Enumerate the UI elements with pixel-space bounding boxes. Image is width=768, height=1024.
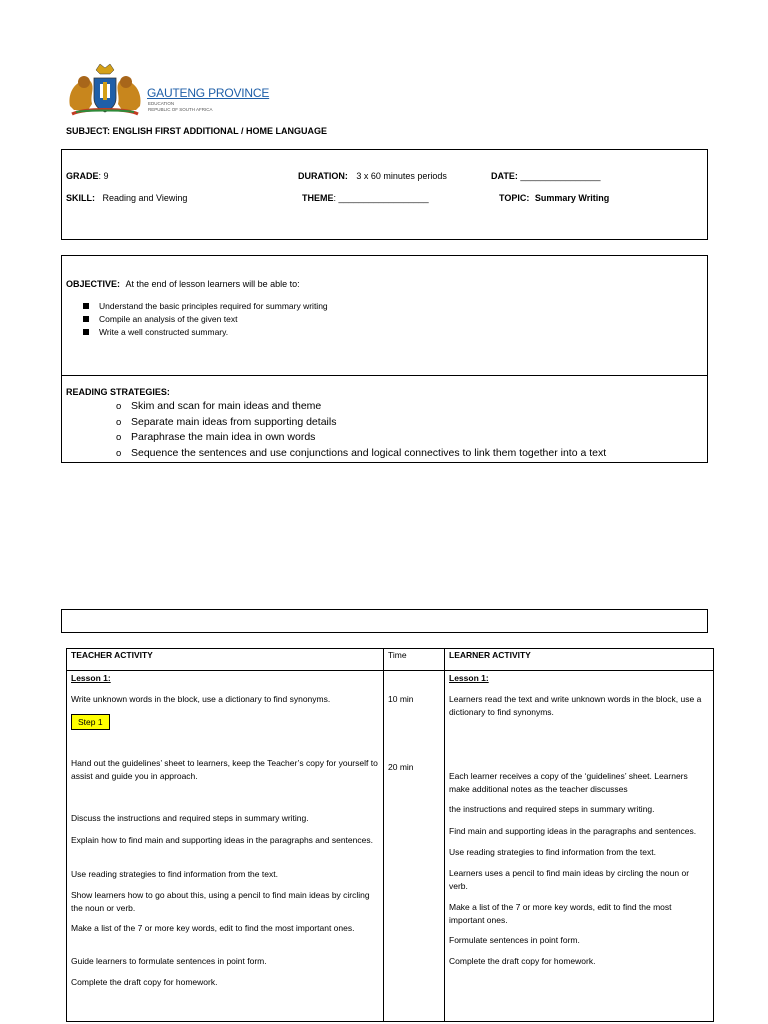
time-value: 10 min — [388, 694, 414, 704]
learner-step: Find main and supporting ideas in the paragraphs and sentences. — [449, 826, 697, 836]
objective-line — [66, 279, 300, 289]
theme-field — [302, 193, 429, 203]
lesson-label: Lesson 1: — [449, 673, 489, 683]
grade-label: GRADE — [66, 171, 99, 181]
strategy-item: o Skim and scan for main ideas and theme — [116, 399, 606, 415]
date-value: ________________ — [520, 171, 601, 181]
strategy-item: o Separate main ideas from supporting details — [116, 415, 606, 431]
theme-value: : __________________ — [333, 193, 429, 203]
objective-intro: At the end of lesson learners will be able to: — [125, 279, 300, 289]
topic-field — [499, 193, 609, 203]
teacher-activity-cell — [67, 671, 384, 1022]
subject-heading: SUBJECT: ENGLISH FIRST ADDITIONAL / HOME LANGUAGE — [66, 126, 328, 136]
org-sub-country: REPUBLIC OF SOUTH AFRICA — [148, 107, 213, 112]
lion-left-icon — [69, 76, 92, 110]
lesson-label: Lesson 1: — [71, 673, 111, 683]
skill-label: SKILL: — [66, 193, 95, 203]
theme-label: THEME — [302, 193, 334, 203]
objective-item: Understand the basic principles required for summary writing — [83, 300, 328, 313]
time-cell — [384, 671, 445, 1022]
strategy-item: o Sequence the sentences and use conjunctions and logical connectives to link them together into a text — [116, 446, 606, 462]
teacher-activity-header: TEACHER ACTIVITY — [67, 649, 384, 671]
step-1-highlight: Step 1 — [71, 714, 110, 730]
duration-value: 3 x 60 minutes periods — [356, 171, 447, 181]
learner-step: Make a list of the 7 or more key words, edit to find the most important ones. — [449, 902, 672, 925]
table-row — [67, 671, 714, 1022]
duration-field — [298, 171, 447, 181]
teacher-step: Write unknown words in the block, use a dictionary to find synonyms. — [71, 694, 331, 704]
date-field — [491, 171, 600, 181]
lesson-info-box — [61, 149, 708, 240]
teacher-step: Use reading strategies to find information from the text. — [71, 869, 278, 879]
grade-field — [66, 171, 109, 181]
lion-right-icon — [117, 76, 140, 110]
teacher-step: Make a list of the 7 or more key words, edit to find the most important ones. — [71, 923, 355, 933]
teacher-step: Show learners how to go about this, using a pencil to find main ideas by circling the noun or verb. — [71, 890, 370, 913]
section-divider — [62, 375, 707, 376]
teacher-step: Hand out the guidelines’ sheet to learners, keep the Teacher’s copy for yourself to assist and guide you in approach. — [71, 758, 378, 781]
org-name: GAUTENG PROVINCE — [147, 86, 270, 100]
teacher-step: Discuss the instructions and required steps in summary writing. — [71, 813, 309, 823]
reading-strategies-label: READING STRATEGIES: — [66, 387, 170, 397]
table-header-row — [67, 649, 714, 671]
skill-field — [66, 193, 187, 203]
time-value: 20 min — [388, 762, 414, 772]
objective-list — [83, 300, 328, 339]
grade-value: : 9 — [98, 171, 109, 181]
learner-step: the instructions and required steps in summary writing. — [449, 804, 655, 814]
learner-step: Each learner receives a copy of the ‘guidelines’ sheet. Learners make additional notes as the teacher discusses — [449, 771, 688, 794]
learner-step: Use reading strategies to find information from the text. — [449, 847, 656, 857]
topic-label: TOPIC: — [499, 193, 530, 203]
learner-activity-header: LEARNER ACTIVITY — [445, 649, 714, 671]
reading-strategies-list — [116, 399, 606, 461]
org-sub-education: EDUCATION — [148, 101, 175, 106]
skill-value: Reading and Viewing — [102, 193, 188, 203]
teacher-step: Complete the draft copy for homework. — [71, 977, 218, 987]
activity-table — [66, 648, 714, 1022]
objective-item: Write a well constructed summary. — [83, 326, 328, 339]
learner-step: Complete the draft copy for homework. — [449, 956, 596, 966]
topic-value: Summary Writing — [534, 193, 610, 203]
objectives-box — [61, 255, 708, 463]
teacher-step: Guide learners to formulate sentences in point form. — [71, 956, 267, 966]
objective-item: Compile an analysis of the given text — [83, 313, 328, 326]
learner-step: Formulate sentences in point form. — [449, 935, 580, 945]
blank-box — [61, 609, 708, 633]
time-header: Time — [384, 649, 445, 671]
strategy-item: o Paraphrase the main idea in own words — [116, 430, 606, 446]
learner-activity-cell — [445, 671, 714, 1022]
learner-step: Learners uses a pencil to find main ideas by circling the noun or verb. — [449, 868, 690, 891]
teacher-step: Explain how to find main and supporting ideas in the paragraphs and sentences. — [71, 835, 373, 845]
objective-label: OBJECTIVE: — [66, 279, 121, 289]
learner-step: Learners read the text and write unknown words in the block, use a dictionary to find synonyms. — [449, 694, 702, 717]
date-label: DATE: — [491, 171, 518, 181]
duration-label: DURATION: — [298, 171, 348, 181]
